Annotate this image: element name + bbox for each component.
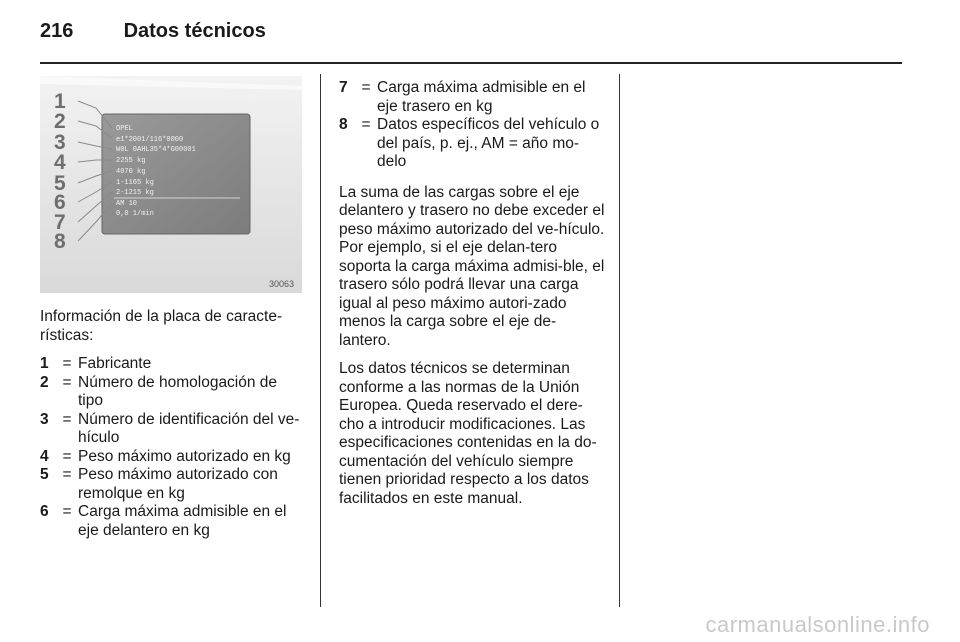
legend-number: 4 [40, 447, 49, 465]
header-rule [40, 62, 902, 64]
watermark: carmanualsonline.info [705, 612, 930, 637]
legend-text: Número de homologación de tipo [78, 373, 278, 409]
axle-load-paragraph: La suma de las cargas sobre el eje delantero y trasero no debe exceder el peso máximo autorizado del ve-hículo. Por ejemplo, si el eje delan-tero soporta la carga máxima admisi-ble, el trasero sólo podrá llevar una carga igual al peso máximo autori-zado menos la carga sobre el eje de-lantero. [339, 183, 605, 349]
legend-equals: = [62, 503, 72, 520]
column-divider-1 [320, 74, 321, 607]
legend-number: 1 [40, 355, 49, 372]
legend-number: 6 [40, 503, 49, 520]
legend-item [40, 374, 302, 411]
callout-2: 2 [54, 110, 66, 133]
plate-illustration [40, 76, 302, 293]
legend-list-middle [339, 79, 605, 172]
callout-numbers [54, 90, 66, 253]
legend-text: Datos específicos del vehículo o del país, p. ej., AM = año mo-delo [377, 116, 600, 170]
plate-line-4: 2255 kg [116, 157, 146, 165]
legend-number: 3 [40, 410, 49, 428]
legend-equals: = [62, 410, 72, 428]
legend-item [339, 116, 605, 172]
legend-equals: = [62, 373, 72, 391]
callout-1: 1 [54, 90, 66, 113]
legend-equals: = [361, 116, 371, 133]
plate-line-8: AM 10 [116, 200, 138, 208]
legend-equals: = [62, 447, 72, 465]
legend-number: 5 [40, 466, 49, 483]
callout-8: 8 [54, 230, 66, 253]
plate-figure [40, 76, 302, 293]
plate-line-5: 4070 kg [116, 168, 146, 176]
callout-4: 4 [54, 151, 66, 174]
legend-number: 7 [339, 79, 348, 96]
plate-line-3: W0L 0AHL35*4*G00001 [116, 146, 196, 154]
legend-item [40, 355, 302, 374]
callout-5: 5 [54, 172, 66, 195]
page-header [40, 20, 266, 43]
legend-item [40, 503, 302, 540]
plate-intro: Información de la placa de caracte-rísticas: [40, 308, 283, 344]
callout-7: 7 [54, 211, 66, 234]
column-divider-2 [619, 74, 620, 607]
legend-equals: = [361, 79, 371, 96]
legend-text: Fabricante [78, 355, 152, 372]
legend-number: 8 [339, 116, 348, 133]
image-number: 30063 [268, 279, 294, 289]
middle-column [339, 79, 605, 518]
callout-6: 6 [54, 191, 66, 214]
legend-number: 2 [40, 373, 49, 391]
legend-item [40, 411, 302, 448]
plate-line-7: 2-1215 kg [116, 189, 154, 197]
legend-text: Número de identificación del ve-hículo [78, 410, 300, 446]
plate-line-1: OPEL [116, 125, 133, 133]
technical-data-paragraph: Los datos técnicos se determinan conforme a las normas de la Unión Europea. Queda reservado el dere-cho a introducir modificaciones. Las especificaciones contenidas en la do-cumentación del vehículo siempre tienen prioridad respecto a los datos facilitados en este manual. [339, 360, 597, 507]
plate-line-2: e1*2001/116*0000 [116, 136, 184, 144]
plate-line-9: 0,0 1/min [116, 210, 154, 218]
legend-list-left [40, 355, 302, 540]
left-column [40, 308, 302, 552]
legend-equals: = [62, 355, 72, 372]
legend-text: Carga máxima admisible en el eje delantero en kg [78, 503, 287, 539]
plate-line-6: 1-1165 kg [116, 179, 154, 187]
legend-item [40, 466, 302, 503]
legend-text: Peso máximo autorizado con remolque en kg [78, 466, 278, 502]
page-title: Datos técnicos [123, 20, 266, 42]
legend-item [40, 448, 302, 467]
legend-item [339, 79, 605, 116]
legend-text: Carga máxima admisible en el eje trasero en kg [377, 79, 586, 115]
callout-3: 3 [54, 131, 66, 154]
page-number: 216 [40, 20, 74, 42]
legend-text: Peso máximo autorizado en kg [78, 447, 291, 465]
legend-equals: = [62, 466, 72, 483]
